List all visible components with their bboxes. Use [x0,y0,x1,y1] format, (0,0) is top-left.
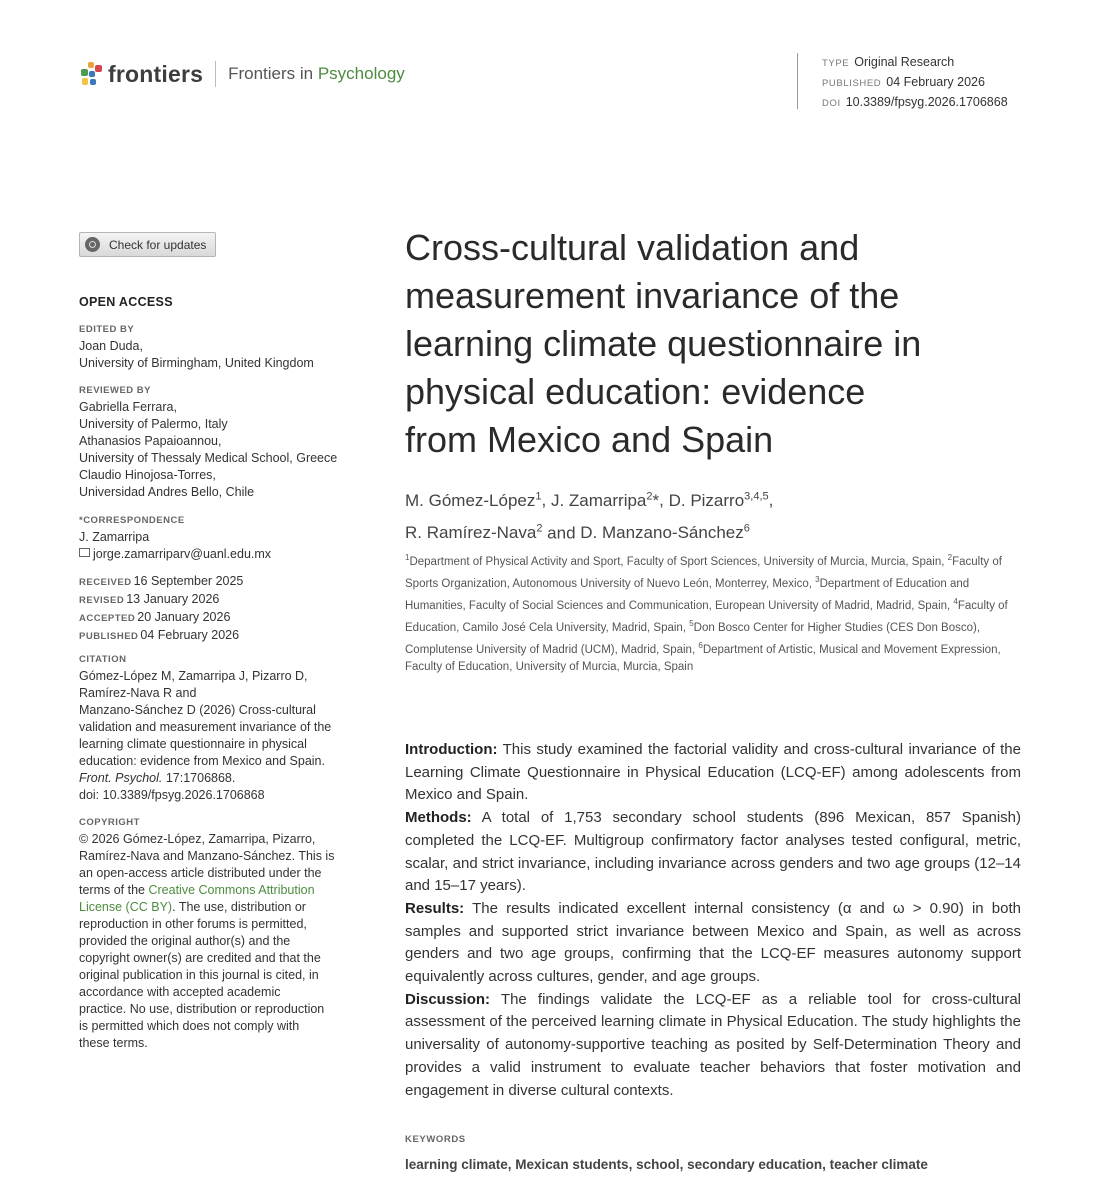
citation-line: validation and measurement invariance of the [79,720,332,734]
revised-row [79,591,364,609]
author-name: R. Ramírez-Nava [405,523,537,543]
author-list [405,482,1025,547]
copyright-line: original publication in this journal is cited, in [79,968,319,982]
copyright-line: © 2026 Gómez-López, Zamarripa, Pizarro, [79,832,316,846]
affil-text: Department of Physical Activity and Sport, Faculty of Sport Sciences, University of Murcia, Murcia, Spain, [409,555,948,568]
author-name: M. Gómez-López [405,490,536,510]
corresponding-star: * [652,490,660,510]
citation-line: Gómez-López M, Zamarripa J, Pizarro D, [79,669,308,683]
keywords-label: KEYWORDS [405,1134,466,1145]
title-line: measurement invariance of the [405,275,900,316]
title-line: Cross-cultural validation and [405,227,860,268]
article-title [405,224,1025,464]
crossmark-icon [85,237,100,252]
abstract-heading: Methods: [405,809,472,827]
logo-wordmark: frontiers [108,60,204,87]
doi-value[interactable]: 10.3389/fpsyg.2026.1706868 [845,95,1008,109]
author-sup: 2 [646,490,653,502]
author-name: D. Pizarro [668,490,745,510]
reviewer-line: Universidad Andres Bello, Chile [79,485,255,499]
correspondence-label: *CORRESPONDENCE [79,515,185,526]
author-sup: 2 [536,522,543,535]
editor-name: Joan Duda, [79,339,143,353]
doi-row [822,93,1008,113]
reviewer-lines [79,399,364,501]
reviewed-by-section [79,385,364,501]
affil-text: Department of Education and Humanities, Faculty of Social Sciences and Communication, European University of Madrid, Madrid, Spain, [405,577,970,612]
date-label: PUBLISHED [79,631,139,642]
date-value: 20 January 2026 [137,610,231,624]
check-updates-label: Check for updates [109,237,207,252]
copyright-line: reproduction in other forums is permitted, [79,917,307,931]
published-date-row [79,627,364,645]
abstract [405,739,1021,1102]
author-sep: , [768,490,774,510]
author-sup: 6 [743,522,750,535]
abstract-introduction [405,739,1021,807]
abstract-text: This study examined the factorial validity and cross-cultural invariance of the Learning Climate Questionnaire in Physical Education (LCQ-EF) among adolescents from Mexico and Spain. [405,741,1021,804]
type-row [822,53,1008,73]
affil-num: 6 [698,641,703,651]
journal-name [228,64,405,84]
affil-num: 4 [953,597,958,607]
logo-divider [215,61,216,87]
reviewer-line: University of Thessaly Medical School, Greece [79,451,338,465]
citation-line: education: evidence from Mexico and Spain. [79,754,325,768]
copyright-text [79,831,364,1052]
author-sep: and [542,523,581,543]
author-sup: 3,4,5 [744,490,769,502]
article-meta [797,53,1008,109]
citation-text [79,668,364,804]
affiliations [405,549,1025,676]
correspondence-lines [79,529,364,563]
author[interactable] [580,523,750,542]
journal-logo[interactable] [79,60,405,88]
type-label: TYPE [822,58,850,69]
copyright-after-link: . The use, distribution or [172,900,306,914]
editor-lines [79,338,364,372]
reviewer-line: Athanasios Papaioannou, [79,434,222,448]
citation-line: learning climate questionnaire in physical [79,737,307,751]
date-label: REVISED [79,595,125,606]
correspondence-section [79,515,364,563]
mail-icon [79,548,90,557]
accepted-row [79,609,364,627]
citation-journal-line [79,770,364,787]
author[interactable] [405,523,542,542]
copyright-line: practice. No use, distribution or reproduction [79,1002,325,1016]
dates-section [79,573,364,645]
citation-volume: 17:1706868. [162,771,236,785]
keywords-list: learning climate, Mexican students, school, secondary education, teacher climate [405,1157,928,1172]
abstract-results [405,898,1021,989]
affil-text: Faculty of Sports Organization, Autonomous University of Nuevo León, Monterrey, Mexico, [405,555,1002,590]
editor-affiliation: University of Birmingham, United Kingdom [79,356,314,370]
author[interactable] [551,491,659,510]
correspondence-email[interactable]: jorge.zamarriparv@uanl.edu.mx [93,547,272,561]
affil-num: 2 [947,553,953,562]
journal-accent: Psychology [317,64,405,83]
abstract-heading: Results: [405,899,465,917]
author-sep: , [541,490,551,510]
citation-line: Ramírez-Nava R and [79,686,197,700]
author-sep: , [659,490,669,510]
abstract-text: A total of 1,753 secondary school students (896 Mexican, 857 Spanish) completed the LCQ-EF. Multigroup confirmatory factor analyses tested configural, metric, scalar, and strict invariance, including invariance across genders and two age groups (12–14 and 15–17 years). [405,809,1021,895]
frontiers-logo-icon [79,62,103,86]
citation-journal: Front. Psychol. [79,771,163,785]
correspondence-name: J. Zamarripa [79,530,150,544]
author-sup: 1 [535,490,542,502]
author[interactable] [405,491,542,510]
reviewer-line: Gabriella Ferrara, [79,400,177,414]
abstract-discussion [405,989,1021,1103]
license-link[interactable]: Creative Commons Attribution [148,883,315,897]
type-value: Original Research [854,55,955,69]
license-link-cont[interactable]: License (CC BY) [79,900,173,914]
author-name: J. Zamarripa [550,490,647,510]
reviewed-by-label: REVIEWED BY [79,385,152,396]
copyright-label: COPYRIGHT [79,817,140,828]
copyright-line: copyright owner(s) are credited and that the [79,951,321,965]
author-name: D. Manzano-Sánchez [580,523,744,543]
date-label: ACCEPTED [79,613,136,624]
journal-prefix: Frontiers in [228,64,318,83]
title-line: physical education: evidence [405,371,866,412]
reviewer-line: Claudio Hinojosa-Torres, [79,468,216,482]
abstract-methods [405,807,1021,898]
copyright-line: these terms. [79,1036,148,1050]
copyright-license-line [79,899,364,916]
abstract-text: The findings validate the LCQ-EF as a reliable tool for cross-cultural assessment of the perceived learning climate in Physical Education. The study highlights the universality of autonomy-supportive teaching as posited by Self-Determination Theory and provides a valid instrument to evaluate teacher behaviors that foster motivation and engagement in diverse cultural contexts. [405,990,1021,1099]
abstract-text: The results indicated excellent internal consistency (α and ω > 0.90) in both samples and supported strict invariance between Mexico and Spain, as well as across genders and two age groups, confirming that the LCQ-EF measures autonomy support equivalently across cultures, gender, and age groups. [405,899,1021,986]
edited-by-section [79,324,364,372]
copyright-line: Ramírez-Nava and Manzano-Sánchez. This is [79,849,335,863]
date-value: 13 January 2026 [126,592,220,606]
citation-line: Manzano-Sánchez D (2026) Cross-cultural [79,703,316,717]
affil-num: 3 [815,575,820,585]
author-line-1 [405,482,1025,515]
affil-text: Don Bosco Center for Higher Studies (CES Don Bosco), Complutense University of Madrid (UCM), Madrid, Spain, [405,621,981,656]
affil-text: Faculty of Education, Camilo José Cela University, Madrid, Spain, [405,599,1008,634]
citation-label: CITATION [79,654,127,665]
affil-text: Department of Artistic, Musical and Movement Expression, Faculty of Education, University of Murcia, Murcia, Spain [405,643,1001,674]
author-line-2 [405,515,1025,548]
open-access-label: OPEN ACCESS [79,295,173,309]
correspondence-email-row[interactable] [79,546,364,563]
copyright-line: an open-access article distributed under the [79,866,322,880]
date-value: 04 February 2026 [140,628,240,642]
date-label: RECEIVED [79,577,132,588]
affil-num: 1 [405,553,410,562]
check-for-updates-button[interactable] [79,232,216,257]
copyright-line: is permitted which does not comply with [79,1019,300,1033]
received-row [79,573,364,591]
title-line: learning climate questionnaire in [405,323,922,364]
affil-num: 5 [689,619,694,629]
copyright-section [79,817,364,1052]
published-label: PUBLISHED [822,78,882,89]
copyright-terms-prefix: terms of the [79,883,149,897]
abstract-heading: Introduction: [405,741,498,758]
citation-section [79,654,364,804]
citation-doi[interactable]: doi: 10.3389/fpsyg.2026.1706868 [79,788,265,802]
copyright-line: provided the original author(s) and the [79,934,291,948]
author[interactable] [669,491,769,510]
title-line: from Mexico and Spain [405,419,774,460]
edited-by-label: EDITED BY [79,324,135,335]
reviewer-line: University of Palermo, Italy [79,417,228,431]
copyright-terms-line [79,882,364,899]
abstract-heading: Discussion: [405,990,491,1008]
published-value: 04 February 2026 [886,75,985,89]
copyright-line: accordance with accepted academic [79,985,281,999]
published-row [822,73,1008,93]
date-value: 16 September 2025 [133,574,244,588]
doi-label: DOI [822,98,841,109]
